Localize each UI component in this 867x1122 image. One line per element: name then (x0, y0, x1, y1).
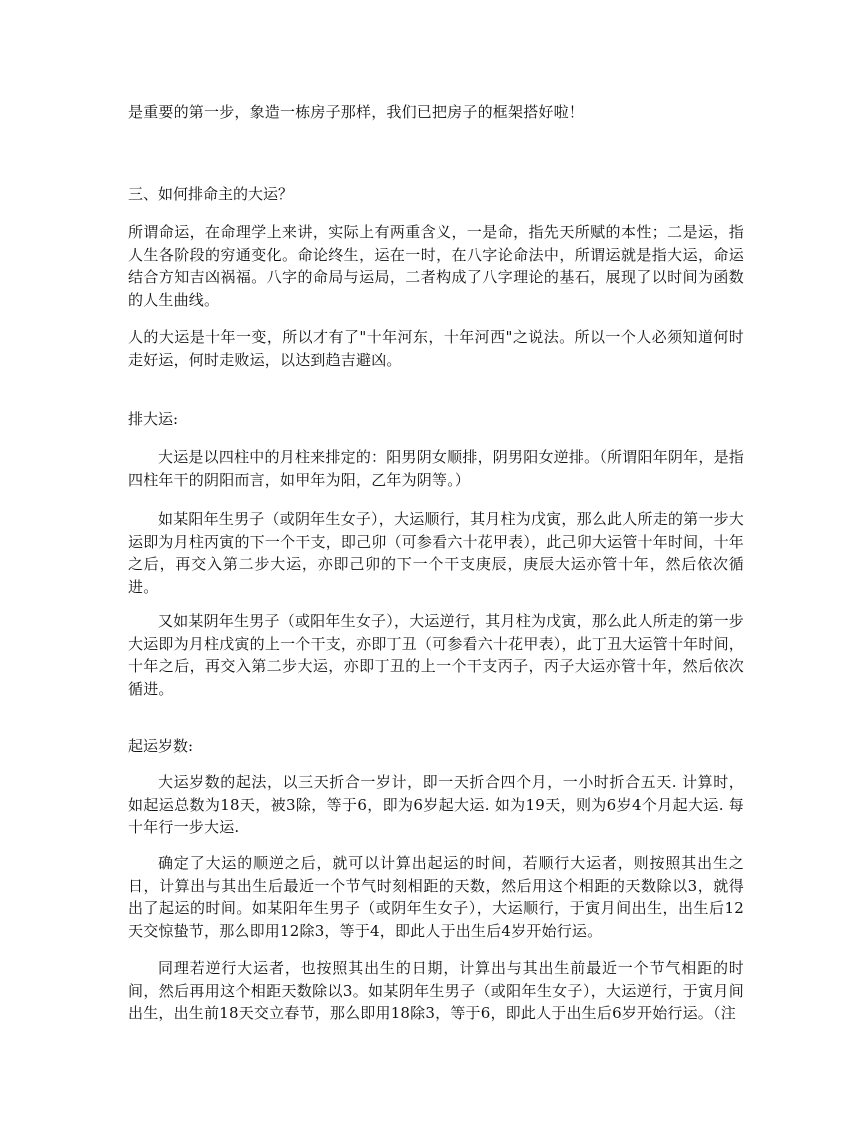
intro-paragraph: 是重要的第一步，象造一栋房子那样，我们已把房子的框架搭好啦！ (128, 103, 585, 121)
arrange-paragraph-2: 如某阳年生男子（或阴年生女子），大运顺行，其月柱为戊寅，那么此人所走的第一步大运即为月柱丙寅的下一个干支，即己卯（可参看六十花甲表），此己卯大运管十年时间，十年之后，再交入第二步大运，亦即己卯的下一个干支庚辰，庚辰大运亦管十年，然后依次循进。 (128, 510, 744, 596)
arrange-heading: 排大运: (128, 410, 179, 428)
section-heading-3: 三、如何排命主的大运？ (128, 185, 294, 203)
start-age-paragraph-1: 大运岁数的起法，以三天折合一岁计，即一天折合四个月，一小时折合五天. 计算时，如起运总数为18天，被3除，等于6，即为6岁起大运. 如为19天，则为6岁4个月起大运. 每十年行一步大运. (128, 773, 744, 836)
start-age-paragraph-3: 同理若逆行大运者，也按照其出生的日期，计算出与其出生前最近一个节气相距的时间，然后再用这个相距天数除以3。如某阴年生男子（或阳年生女子），大运逆行，于寅月间出生，出生前18天交立春节，那么即用18除3，等于6，即此人于出生后6岁开始行运。（注 (128, 959, 744, 1022)
arrange-paragraph-3: 又如某阴年生男子（或阳年生女子），大运逆行，其月柱为戊寅，那么此人所走的第一步大运即为月柱戊寅的上一个干支，亦即丁丑（可参看六十花甲表），此丁丑大运管十年时间，十年之后，再交入第二步大运，亦即丁丑的上一个干支丙子，丙子大运亦管十年，然后依次循进。 (128, 612, 744, 698)
start-age-heading: 起运岁数: (128, 737, 194, 755)
start-age-paragraph-2: 确定了大运的顺逆之后，就可以计算出起运的时间，若顺行大运者，则按照其出生之日，计算出与其出生后最近一个节气时刻相距的天数，然后用这个相距的天数除以3，就得出了起运的时间。如某阳年生男子（或阴年生女子），大运顺行，于寅月间出生，出生后12天交惊蛰节，那么即用12除3，等于4，即此人于出生后4岁开始行运。 (128, 854, 744, 940)
decade-paragraph: 人的大运是十年一变，所以才有了"十年河东，十年河西"之说法。所以一个人必须知道何时走好运，何时走败运，以达到趋吉避凶。 (128, 328, 744, 369)
arrange-paragraph-1: 大运是以四柱中的月柱来排定的：阳男阴女顺排，阴男阳女逆排。（所谓阳年阴年，是指四柱年干的阴阳而言，如甲年为阳，乙年为阴等。） (128, 448, 744, 489)
fate-paragraph: 所谓命运，在命理学上来讲，实际上有两重含义，一是命，指先天所赋的本性；二是运，指人生各阶段的穷通变化。命论终生，运在一时，在八字论命法中，所谓运就是指大运，命运结合方知吉凶祸福。八字的命局与运局，二者构成了八字理论的基石，展现了以时间为函数的人生曲线。 (128, 223, 744, 309)
